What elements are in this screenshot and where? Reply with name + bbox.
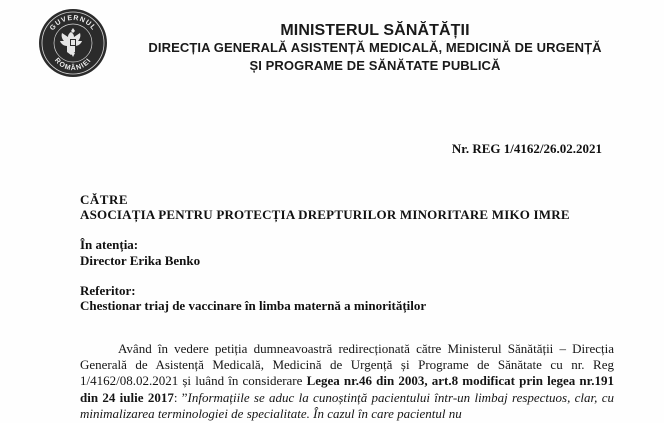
body-text-segment: : ” bbox=[173, 389, 188, 405]
directorate-title-line2: ȘI PROGRAME DE SĂNĂTATE PUBLICĂ bbox=[249, 58, 501, 73]
registration-number: Nr. REG 1/4162/26.02.2021 bbox=[451, 141, 602, 156]
subject-text: Chestionar triaj de vaccinare în limba maternă a minorităților bbox=[80, 298, 427, 313]
svg-text:GUVERNUL: GUVERNUL bbox=[48, 14, 98, 33]
law-reference: Legea nr.46 din 2003, art.8 modificat prin legea nr.191 din 24 iulie 2017 bbox=[80, 373, 614, 405]
quoted-law-text: Informațiile se aduc la cunoștință pacientului într-un limbaj respectuos, clar, cu minimalizarea terminologiei de specialitate. În cazul în care pacientul nu bbox=[80, 389, 614, 421]
directorate-title-line1: DIRECȚIA GENERALĂ ASISTENȚĂ MEDICALĂ, MEDICINĂ DE URGENȚĂ bbox=[148, 40, 602, 55]
attention-name: Director Erika Benko bbox=[80, 253, 201, 268]
government-seal-icon bbox=[38, 8, 108, 78]
svg-text:ROMÂNIEI: ROMÂNIEI bbox=[53, 56, 93, 73]
body-text-segment: Având în vedere petiția dumneavoastră redirecționată către Ministerul Sănătății – Direcția Generală de Asistență Medicală, Medicină de Urgență și Programe de Sănătate cu nr. Reg 1/4162/08.02.2021 și luând în considerare bbox=[80, 341, 614, 389]
attention-label: În atenția: bbox=[80, 237, 139, 252]
recipient-label: CĂTRE bbox=[80, 192, 129, 207]
ministry-title: MINISTERUL SĂNĂTĂȚII bbox=[280, 22, 470, 39]
subject-label: Referitor: bbox=[80, 283, 136, 298]
body-paragraph bbox=[80, 341, 614, 422]
recipient-name: ASOCIAȚIA PENTRU PROTECȚIA DREPTURILOR MINORITARE MIKO IMRE bbox=[80, 207, 570, 222]
